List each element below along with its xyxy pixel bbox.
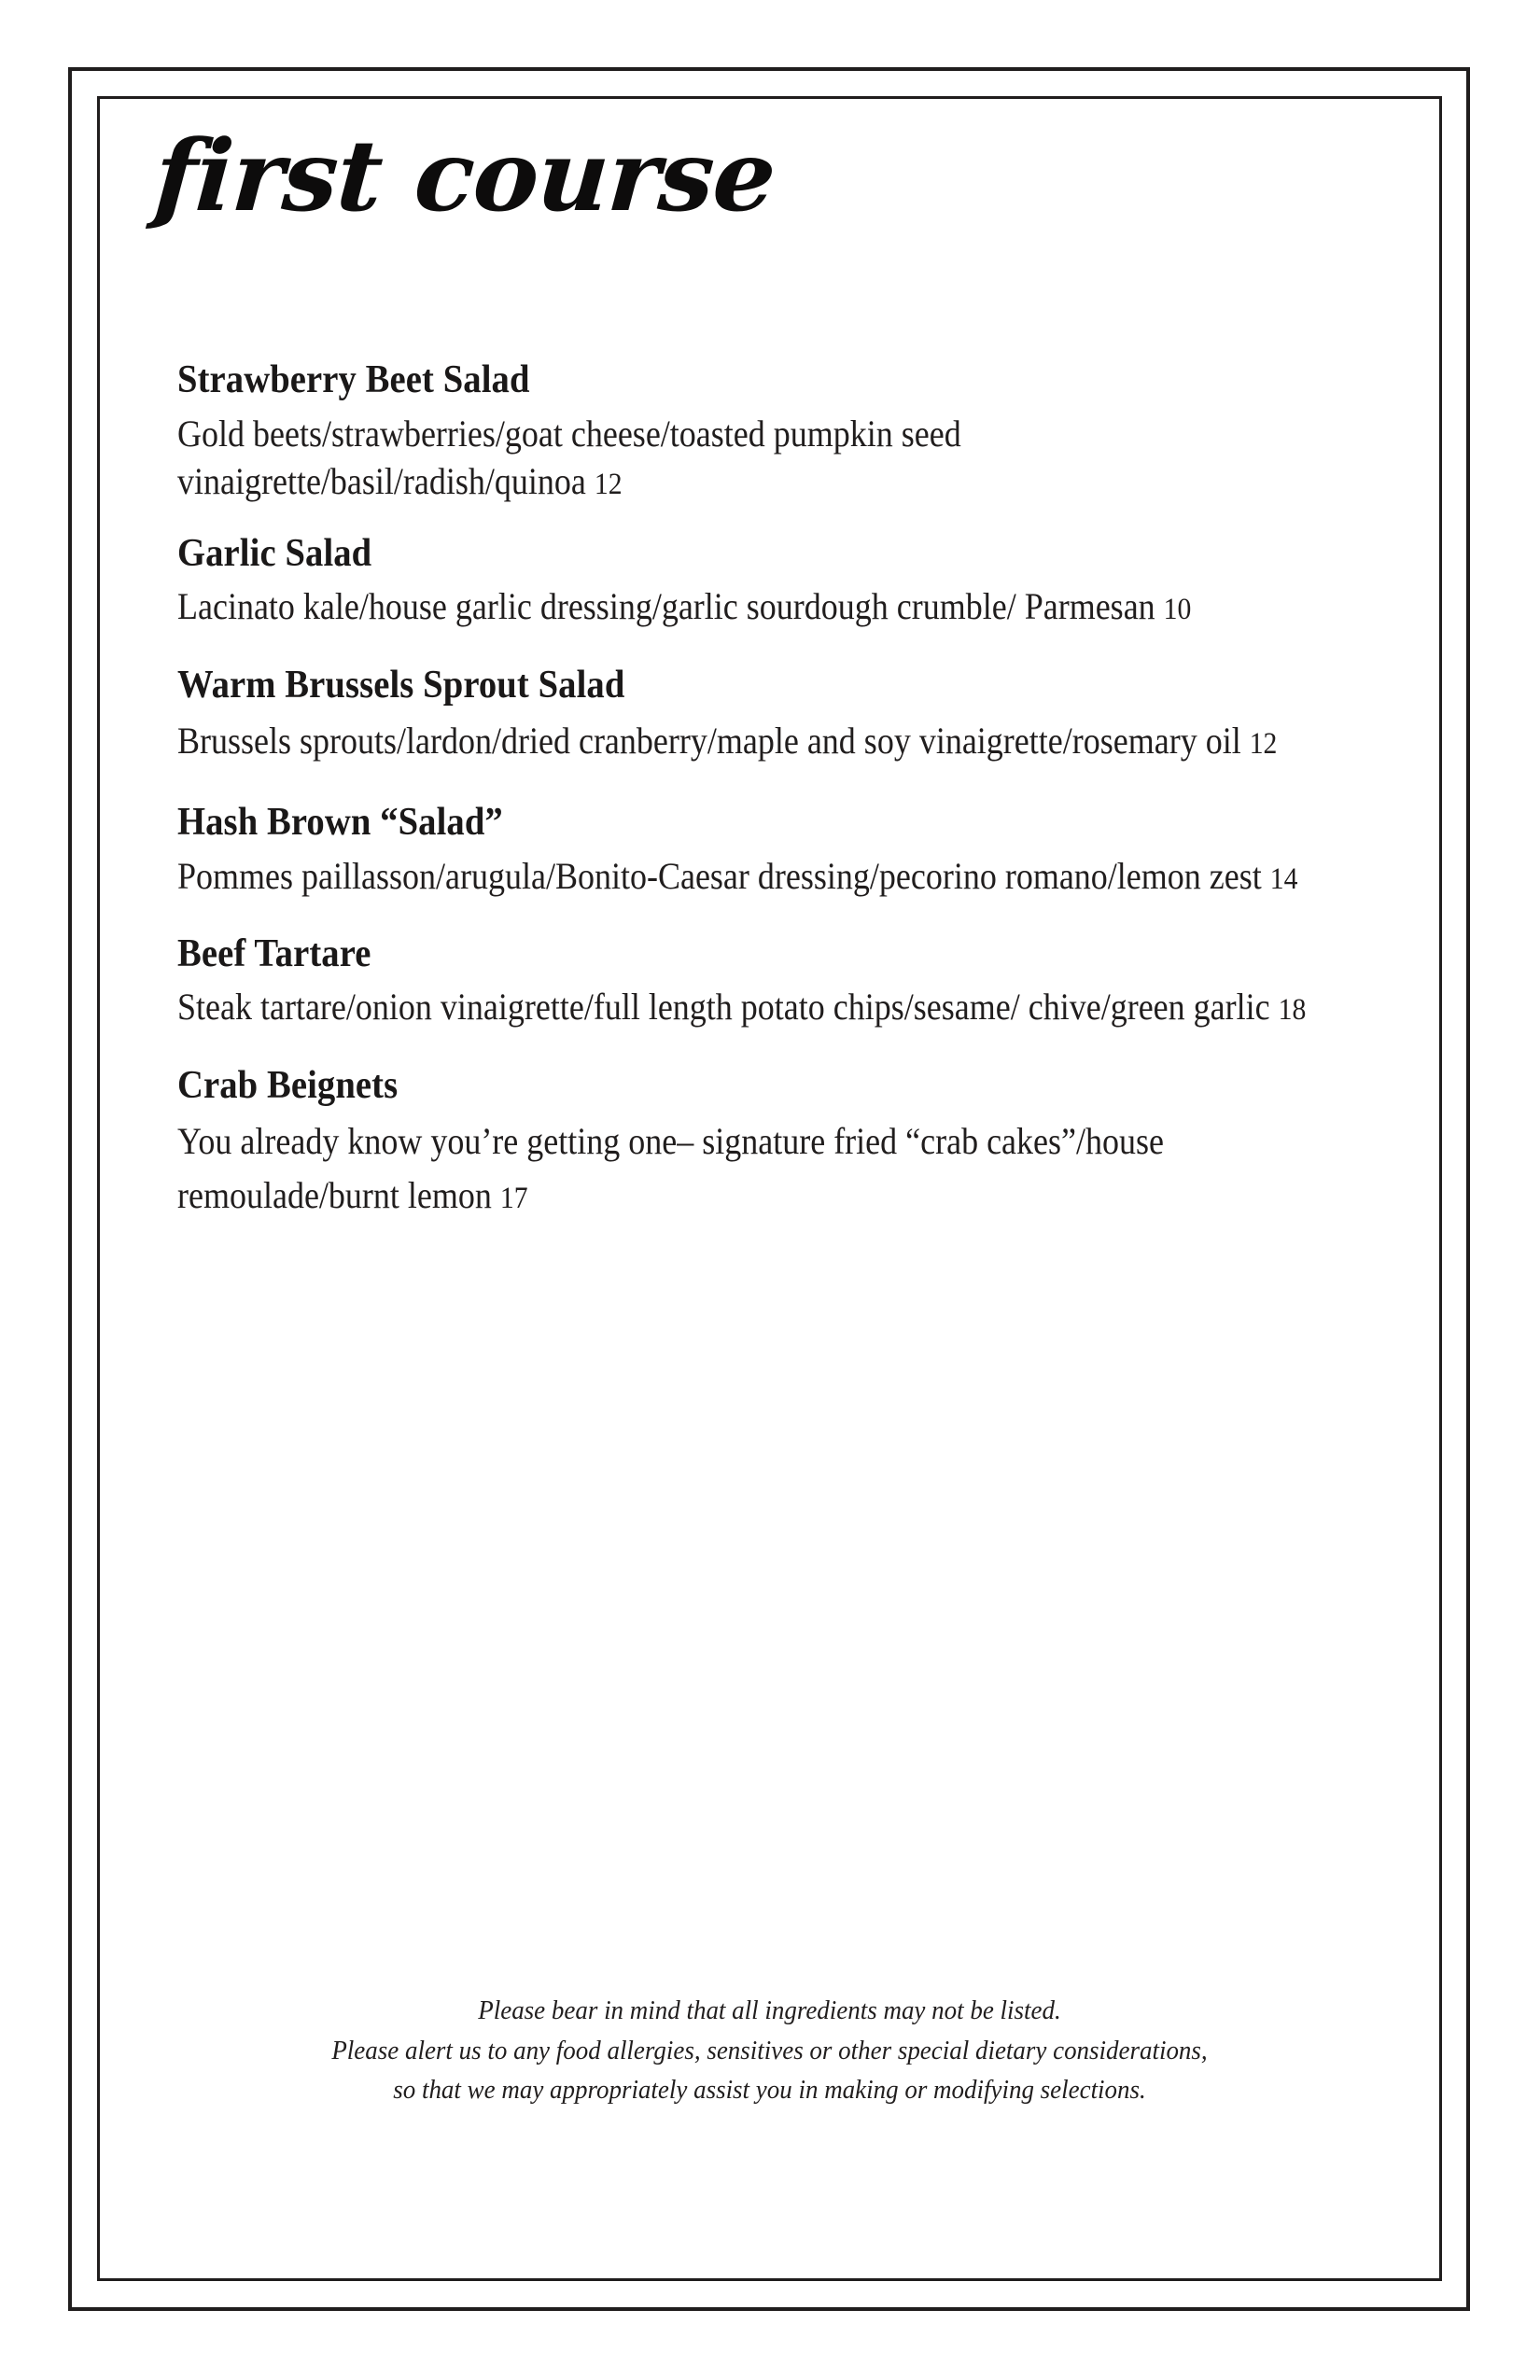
menu-item xyxy=(177,531,1391,631)
menu-item-price: 12 xyxy=(594,467,623,501)
menu-item-description-text: Steak tartare/onion vinaigrette/full length potato chips/sesame/ chive/green garlic xyxy=(177,986,1270,1029)
menu-item-description xyxy=(177,714,1370,768)
menu-item xyxy=(177,800,1391,900)
menu-item xyxy=(177,357,1391,505)
menu-item-description-text: Gold beets/strawberries/goat cheese/toasted pumpkin seed vinaigrette/basil/radish/quinoa xyxy=(177,412,961,502)
menu-item-description-text: You already know you’re getting one– signature fried “crab cakes”/house remoulade/burnt lemon xyxy=(177,1120,1164,1217)
menu-item-description xyxy=(177,582,1370,630)
page-title: first course xyxy=(150,118,779,233)
disclaimer-line-3: so that we may appropriately assist you in making or modifying selections. xyxy=(393,2075,1146,2106)
menu-item-name: Crab Beignets xyxy=(177,1063,399,1107)
menu-item-name: Garlic Salad xyxy=(177,531,372,575)
disclaimer-line-2: Please alert us to any food allergies, sensitives or other special dietary considerations, xyxy=(331,2035,1208,2065)
menu-item xyxy=(177,1063,1391,1224)
allergy-disclaimer xyxy=(97,1991,1442,2110)
menu-item-price: 17 xyxy=(499,1182,528,1216)
menu-item-price: 10 xyxy=(1163,593,1192,627)
menu-item-name: Warm Brussels Sprout Salad xyxy=(177,663,625,707)
menu-item-description-text: Lacinato kale/house garlic dressing/garlic sourdough crumble/ Parmesan xyxy=(177,585,1155,628)
menu-item-description-text: Pommes paillasson/arugula/Bonito-Caesar dressing/pecorino romano/lemon zest xyxy=(177,854,1262,897)
disclaimer-line-1: Please bear in mind that all ingredients may not be listed. xyxy=(478,1995,1061,2025)
menu-item-description xyxy=(177,1114,1370,1223)
menu-item xyxy=(177,663,1391,769)
menu-item-description xyxy=(177,410,1370,505)
menu-item-name: Beef Tartare xyxy=(177,931,371,975)
menu-item-name: Hash Brown “Salad” xyxy=(177,801,503,845)
menu-content xyxy=(97,96,1442,2281)
menu-item-description xyxy=(177,852,1370,900)
menu-item-price: 18 xyxy=(1278,993,1307,1028)
menu-item-name: Strawberry Beet Salad xyxy=(177,358,530,401)
menu-item-description xyxy=(177,983,1370,1030)
menu-item-description-text: Brussels sprouts/lardon/dried cranberry/maple and soy vinaigrette/rosemary oil xyxy=(177,720,1241,763)
menu-item-list xyxy=(177,357,1391,1260)
menu-item xyxy=(177,931,1391,1031)
menu-item-price: 14 xyxy=(1269,861,1298,896)
menu-item-price: 12 xyxy=(1249,727,1278,762)
